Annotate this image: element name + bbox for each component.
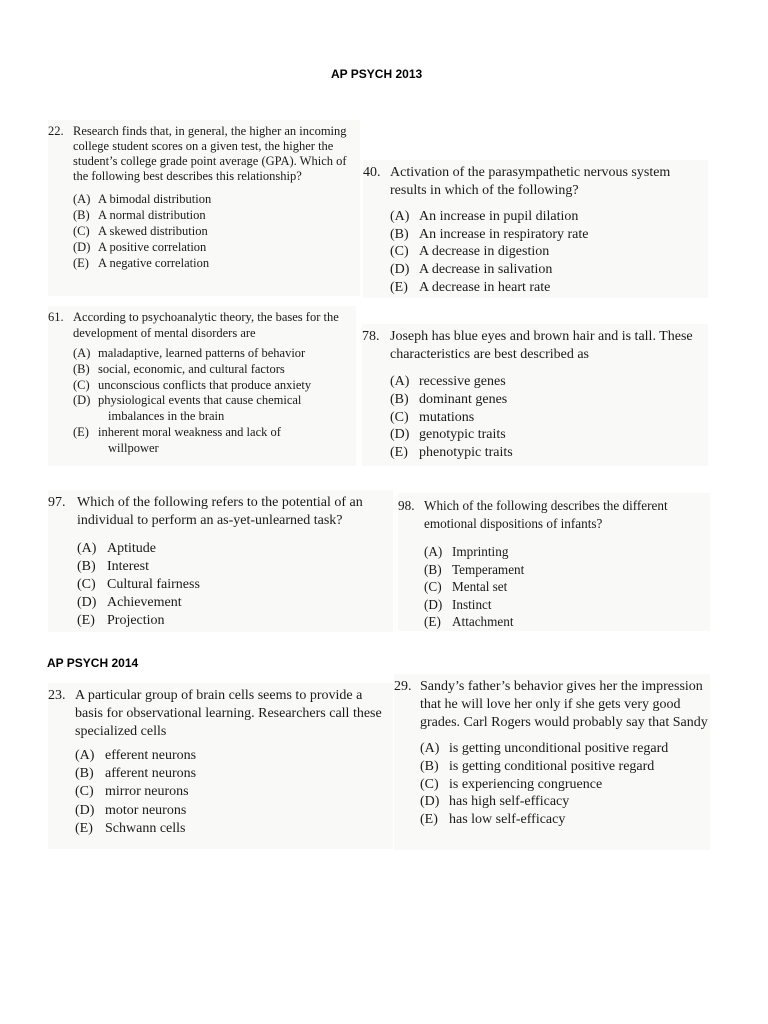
option-text: Imprinting [452,544,509,559]
option-c [390,409,708,427]
option-e [390,444,708,462]
option-b [420,758,710,776]
question-stem [48,310,356,341]
option-letter: (B) [390,226,409,242]
option-c [75,783,393,801]
option-letter: (C) [77,577,96,592]
option-letter: (C) [73,377,90,392]
option-letter: (E) [390,279,408,295]
option-c [420,776,710,794]
option-text-continued: willpower [108,440,159,455]
question-78 [362,324,708,466]
option-letter: (E) [73,256,89,270]
question-number: 98. [398,498,415,513]
option-letter: (D) [73,240,91,254]
question-text: A particular group of brain cells seems to provide a basis for observational learning. Researchers call these specialized cells [75,688,382,739]
option-b [73,362,356,378]
question-number: 22. [48,124,64,138]
option-d [390,426,708,444]
option-text: is getting unconditional positive regard [449,741,669,756]
option-text: A decrease in digestion [419,244,550,260]
option-text: inherent moral weakness and lack of [98,424,281,439]
option-a [424,543,710,561]
options [362,373,708,462]
option-e [390,279,708,297]
option-letter: (C) [75,784,94,800]
option-text: Projection [107,613,165,628]
option-letter: (E) [420,812,438,828]
option-letter: (B) [424,561,442,577]
option-a [390,373,708,391]
option-text: Mental set [452,579,508,594]
question-22 [48,120,360,296]
option-text: is experiencing congruence [449,776,603,792]
option-letter: (C) [73,224,90,238]
option-e [77,612,393,630]
option-letter: (B) [390,391,409,407]
question-number: 40. [363,165,381,180]
question-40 [363,160,708,298]
question-text: Joseph has blue eyes and brown hair and is tall. These characteristics are best described as [390,329,693,362]
option-text: social, economic, and cultural factors [98,361,285,376]
option-text: recessive genes [419,374,506,389]
option-text: A positive correlation [98,240,207,254]
option-letter: (A) [420,741,440,756]
option-text: mutations [419,409,475,425]
option-b [77,558,393,576]
question-number: 29. [394,679,412,694]
question-text: Activation of the parasympathetic nervous system results in which of the following? [390,165,671,198]
question-23 [48,683,393,849]
option-letter: (E) [424,614,441,629]
option-text: Instinct [452,596,492,612]
option-a [420,740,710,758]
options [48,540,393,630]
option-text: mirror neurons [105,784,189,800]
option-text: genotypic traits [419,427,506,443]
option-text: afferent neurons [105,766,197,782]
option-letter: (E) [390,445,408,461]
option-letter: (C) [390,244,409,260]
option-d [77,594,393,612]
option-text: Interest [107,559,149,574]
option-text: A decrease in heart rate [419,279,551,295]
option-letter: (E) [75,820,93,836]
option-text: Attachment [452,614,514,629]
heading-2014: AP PSYCH 2014 [47,656,139,670]
option-letter: (A) [75,748,95,763]
option-d [424,596,710,614]
option-text: A skewed distribution [98,224,208,238]
option-letter: (B) [73,361,90,376]
option-letter: (A) [77,541,97,556]
option-text: Aptitude [107,541,156,556]
option-b [75,765,393,783]
option-letter: (D) [390,427,410,443]
option-letter: (B) [420,758,439,774]
option-letter: (E) [77,613,95,628]
option-letter: (C) [420,776,439,792]
options [48,747,393,838]
option-letter: (D) [73,393,91,408]
option-c [77,576,393,594]
option-letter: (C) [424,579,442,594]
option-letter: (B) [75,766,94,782]
option-e [73,425,356,457]
option-c [73,378,356,394]
option-letter: (B) [77,559,96,574]
question-stem [48,494,393,530]
option-text: Schwann cells [105,820,186,836]
option-text: has high self-efficacy [449,794,570,810]
option-text: A decrease in salivation [419,262,553,278]
question-text: Research finds that, in general, the higher an incoming college student scores on a given test, the higher the student’s college grade point average (GPA). Which of the following best describes this relationship? [73,124,347,183]
option-d [75,802,393,820]
question-98 [398,493,710,631]
option-a [75,747,393,765]
heading-2013: AP PSYCH 2013 [331,67,423,81]
option-e [424,613,710,631]
option-a [77,540,393,558]
option-e [73,255,360,271]
option-text: maladaptive, learned patterns of behavior [98,346,306,360]
options [363,208,708,297]
option-b [73,207,360,223]
option-text: Achievement [107,595,182,610]
option-letter: (A) [390,209,410,224]
option-letter: (A) [390,374,410,389]
option-letter: (D) [420,794,440,810]
option-text: Cultural fairness [107,577,200,592]
option-text: efferent neurons [105,748,197,763]
option-text: dominant genes [419,391,508,407]
option-a [390,208,708,226]
option-e [420,811,710,829]
option-letter: (E) [73,424,89,439]
option-d [420,793,710,811]
question-number: 78. [362,329,380,344]
option-d [73,393,356,425]
option-b [390,391,708,409]
question-stem [362,328,708,364]
option-text-continued: imbalances in the brain [108,409,225,424]
options [48,191,360,271]
option-letter: (D) [424,596,443,612]
option-text: has low self-efficacy [449,812,566,828]
question-stem [394,678,710,732]
option-a [73,346,356,362]
option-text: is getting conditional positive regard [449,758,655,774]
question-text: Sandy’s father’s behavior gives her the impression that he will love her only if she gets very good grades. Carl Rogers would probably say that Sandy [420,679,708,730]
option-letter: (B) [73,208,90,222]
options [48,346,356,457]
option-text: phenotypic traits [419,445,513,461]
option-e [75,820,393,838]
option-letter: (C) [390,409,409,425]
option-letter: (A) [73,192,91,206]
option-text: physiological events that cause chemical [98,393,302,408]
option-text: An increase in pupil dilation [419,209,579,224]
option-d [73,239,360,255]
option-c [390,243,708,261]
question-number: 61. [48,310,64,324]
question-stem [48,687,393,741]
question-stem [398,497,710,533]
options [394,740,710,829]
option-text: motor neurons [105,802,187,818]
option-text: An increase in respiratory rate [419,226,589,242]
question-text: Which of the following refers to the potential of an individual to perform an as-yet-unlearned task? [77,495,363,528]
question-text: According to psychoanalytic theory, the bases for the development of mental disorders are [73,310,339,340]
question-text: Which of the following describes the different emotional dispositions of infants? [424,498,668,531]
option-d [390,261,708,279]
option-letter: (D) [390,262,410,278]
question-number: 23. [48,688,66,703]
option-b [424,561,710,579]
option-letter: (A) [73,346,91,360]
option-c [73,223,360,239]
option-letter: (D) [77,595,97,610]
option-b [390,226,708,244]
question-stem [363,164,708,200]
option-text: Temperament [452,561,525,577]
option-a [73,191,360,207]
option-letter: (D) [75,802,95,818]
question-97 [48,490,393,632]
question-29 [394,674,710,850]
question-61 [48,306,356,466]
option-c [424,578,710,596]
option-text: unconscious conflicts that produce anxiety [98,377,312,392]
options [398,543,710,631]
option-text: A negative correlation [98,256,210,270]
option-letter: (A) [424,544,443,559]
option-text: A normal distribution [98,208,206,222]
option-text: A bimodal distribution [98,192,212,206]
question-number: 97. [48,495,66,510]
question-stem [48,124,360,184]
